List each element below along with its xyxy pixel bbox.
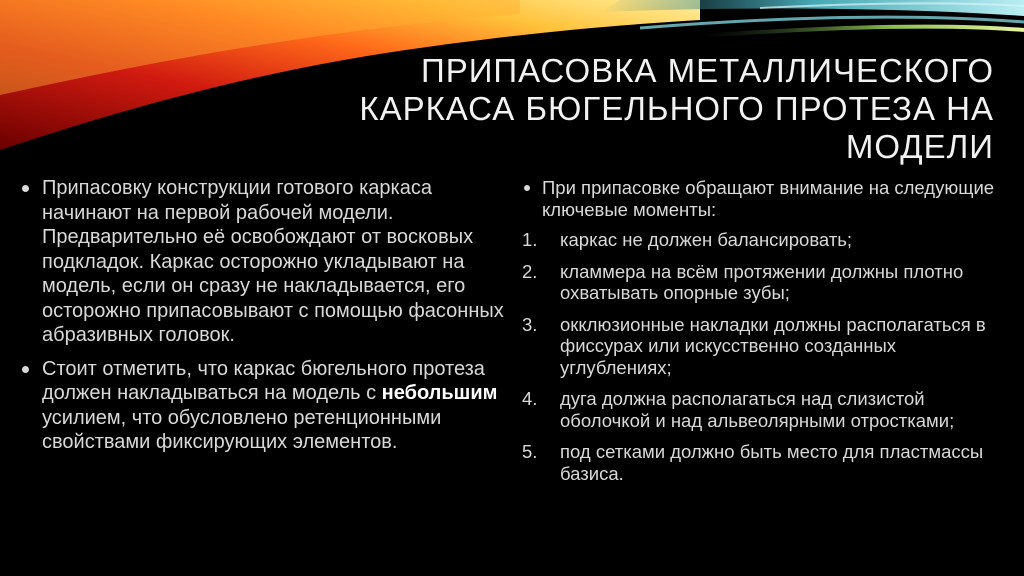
slide-title: ПРИПАСОВКА МЕТАЛЛИЧЕСКОГО КАРКАСА БЮГЕЛЬНОГО ПРОТЕЗА НА МОДЕЛИ xyxy=(359,52,994,165)
right-intro-list xyxy=(520,177,1000,220)
list-item xyxy=(520,314,1000,379)
list-item xyxy=(520,177,1000,220)
bullet-text-before: Стоит отметить, что каркас бюгельного протеза должен накладываться на модель с xyxy=(42,357,485,404)
item-number: 5. xyxy=(522,441,538,462)
bullet-text-bold: небольшим xyxy=(381,382,498,404)
item-text: каркас не должен балансировать; xyxy=(560,229,853,250)
green-swoosh-line xyxy=(700,27,1024,36)
left-column xyxy=(18,176,508,464)
list-item xyxy=(18,176,508,348)
list-item xyxy=(520,388,1000,431)
list-item xyxy=(520,261,1000,304)
item-number: 1. xyxy=(522,229,538,250)
item-text: дуга должна располагаться над слизистой оболочкой и над альвеолярными отростками; xyxy=(560,388,955,431)
right-column xyxy=(520,177,1000,494)
left-bullet-list xyxy=(18,176,508,455)
list-item xyxy=(520,441,1000,484)
item-number: 3. xyxy=(522,313,538,335)
bullet-dot-icon xyxy=(22,366,29,373)
item-number: 2. xyxy=(522,260,538,282)
numbered-list xyxy=(520,229,1000,484)
bullet-dot-icon xyxy=(22,185,29,192)
item-text: кламмера на всём протяжении должны плотно охватывать опорные зубы; xyxy=(560,260,964,303)
item-text: под сетками должно быть место для пластмассы базиса. xyxy=(560,441,984,484)
bullet-text-after: усилием, что обусловлено ретенционными свойствами фиксирующих элементов. xyxy=(42,406,442,453)
list-item xyxy=(520,229,1000,251)
intro-text: При припасовке обращают внимание на следующие ключевые моменты: xyxy=(542,177,995,220)
item-number: 4. xyxy=(522,388,538,409)
bullet-text: Припасовку конструкции готового каркаса начинают на первой рабочей модели. Предварительно её освобождают от восковых подкладок. Каркас осторожно укладывают на модель, если он сразу не накладывается, его осторожно припасовывают с помощью фасонных абразивных головок. xyxy=(42,177,504,346)
bullet-dot-icon xyxy=(524,185,530,191)
list-item xyxy=(18,357,508,455)
item-text: окклюзионные накладки должны располагаться в фиссурах или искусственно созданных углублениях; xyxy=(560,313,986,378)
